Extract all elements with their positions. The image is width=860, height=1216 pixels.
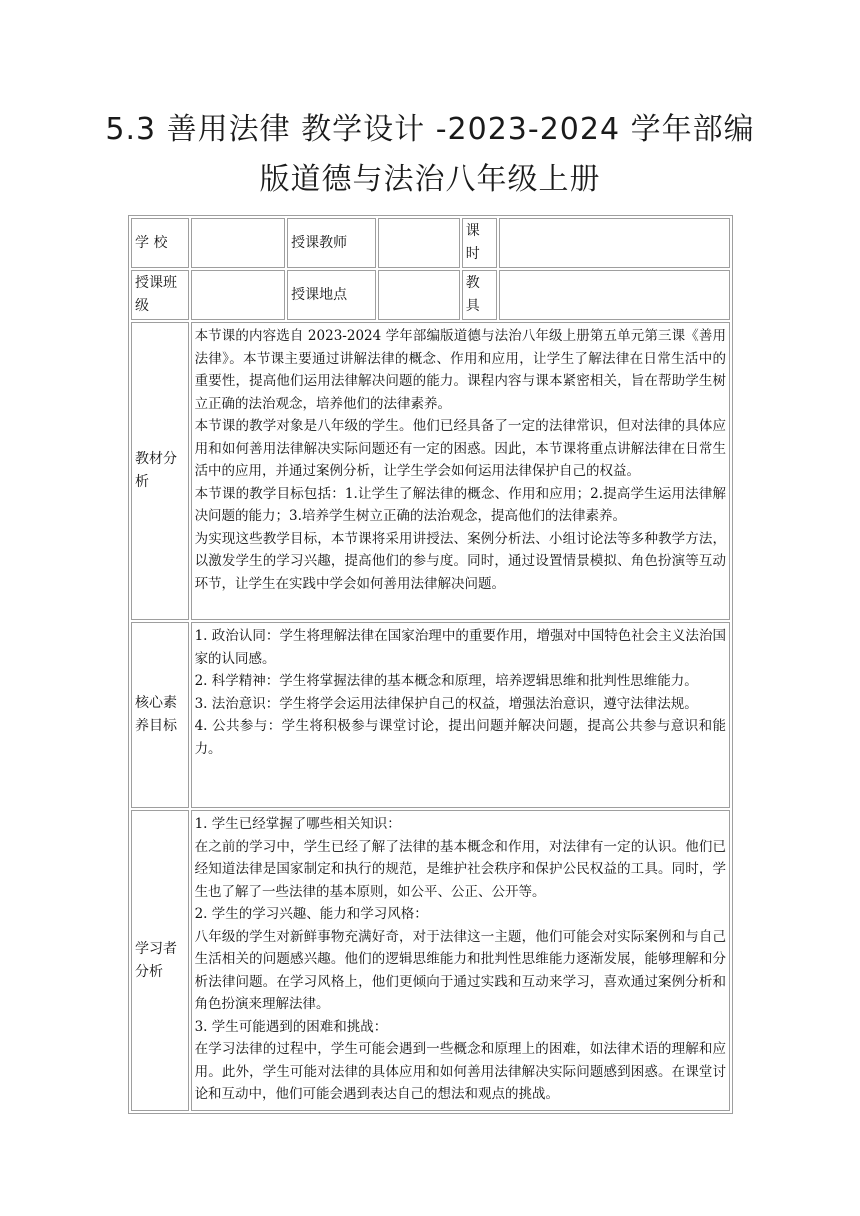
- learner-paragraph: 八年级的学生对新鲜事物充满好奇，对于法律这一主题，他们可能会对实际案例和与自己生活相关的问题感兴趣。他们的逻辑思维能力和批判性思维能力逐渐发展，能够理解和分析法律问题。在学习风格上，他们更倾向于通过实践和互动来学习，喜欢通过案例分析和角色扮演来理解法律。: [194, 928, 726, 1012]
- learner-analysis-label: 学习者分析: [131, 810, 189, 1111]
- learner-heading: 1. 学生已经掌握了哪些相关知识：: [194, 816, 401, 832]
- table-row-class: [131, 270, 730, 320]
- material-analysis-content: [191, 322, 730, 620]
- hours-label: 课时: [462, 218, 497, 268]
- core-literacy-content: [191, 622, 730, 808]
- core-literacy-item: 2. 科学精神：学生将掌握法律的基本概念和原理，培养逻辑思维和批判性思维能力。: [194, 673, 698, 689]
- material-paragraph: 本节课的内容选自 2023-2024 学年部编版道德与法治八年级上册第五单元第三课《善用法律》。本节课主要通过讲解法律的概念、作用和应用，让学生了解法律在日常生活中的重要性，提高他们运用法律解决问题的能力。课程内容与课本紧密相关，旨在帮助学生树立正确的法治观念，培养他们的法律素养。: [194, 328, 726, 412]
- aids-value: [499, 270, 730, 320]
- class-label: 授课班级: [131, 270, 189, 320]
- table-row-learner-analysis: [131, 810, 730, 1111]
- class-value: [191, 270, 286, 320]
- teacher-value: [378, 218, 460, 268]
- school-value: [191, 218, 286, 268]
- material-analysis-label: 教材分析: [131, 322, 189, 620]
- material-paragraph: 为实现这些教学目标，本节课将采用讲授法、案例分析法、小组讨论法等多种教学方法，以激发学生的学习兴趣，提高他们的参与度。同时，通过设置情景模拟、角色扮演等互动环节，让学生在实践中学会如何善用法律解决问题。: [194, 530, 726, 592]
- table-row-core-literacy: [131, 622, 730, 808]
- location-value: [378, 270, 460, 320]
- core-literacy-item: 4. 公共参与：学生将积极参与课堂讨论，提出问题并解决问题，提高公共参与意识和能力。: [194, 718, 726, 757]
- location-label: 授课地点: [287, 270, 375, 320]
- school-label: 学 校: [131, 218, 189, 268]
- aids-label: 教具: [462, 270, 497, 320]
- learner-heading: 2. 学生的学习兴趣、能力和学习风格：: [194, 906, 428, 922]
- teacher-label: 授课教师: [287, 218, 375, 268]
- table-row-material-analysis: [131, 322, 730, 620]
- learner-paragraph: 在学习法律的过程中，学生可能会遇到一些概念和原理上的困难，如法律术语的理解和应用。此外，学生可能对法律的具体应用和如何善用法律解决实际问题感到困惑。在课堂讨论和互动中，他们可能会遇到表达自己的想法和观点的挑战。: [194, 1041, 726, 1102]
- learner-paragraph: 在之前的学习中，学生已经了解了法律的基本概念和作用，对法律有一定的认识。他们已经知道法律是国家制定和执行的规范，是维护社会秩序和保护公民权益的工具。同时，学生也了解了一些法律的基本原则，如公平、公正、公开等。: [194, 838, 726, 900]
- core-literacy-item: 1. 政治认同：学生将理解法律在国家治理中的重要作用，增强对中国特色社会主义法治国家的认同感。: [194, 628, 726, 667]
- learner-analysis-content: [191, 810, 730, 1111]
- learner-heading: 3. 学生可能遇到的困难和挑战：: [194, 1018, 388, 1035]
- hours-value: [499, 218, 730, 268]
- core-literacy-label: 核心素养目标: [131, 622, 189, 808]
- material-paragraph: 本节课的教学目标包括：1.让学生了解法律的概念、作用和应用；2.提高学生运用法律解决问题的能力；3.培养学生树立正确的法治观念，提高他们的法律素养。: [194, 485, 726, 524]
- lesson-plan-table: [128, 215, 733, 1114]
- core-literacy-item: 3. 法治意识：学生将学会运用法律保护自己的权益，增强法治意识，遵守法律法规。: [194, 695, 698, 712]
- document-title: 5.3 善用法律 教学设计 -2023-2024 学年部编版道德与法治八年级上册: [105, 112, 755, 197]
- material-paragraph: 本节课的教学对象是八年级的学生。他们已经具备了一定的法律常识，但对法律的具体应用和如何善用法律解决实际问题还有一定的困惑。因此，本节课将重点讲解法律在日常生活中的应用，并通过案例分析，让学生学会如何运用法律保护自己的权益。: [194, 418, 726, 479]
- table-row-school: [131, 218, 730, 268]
